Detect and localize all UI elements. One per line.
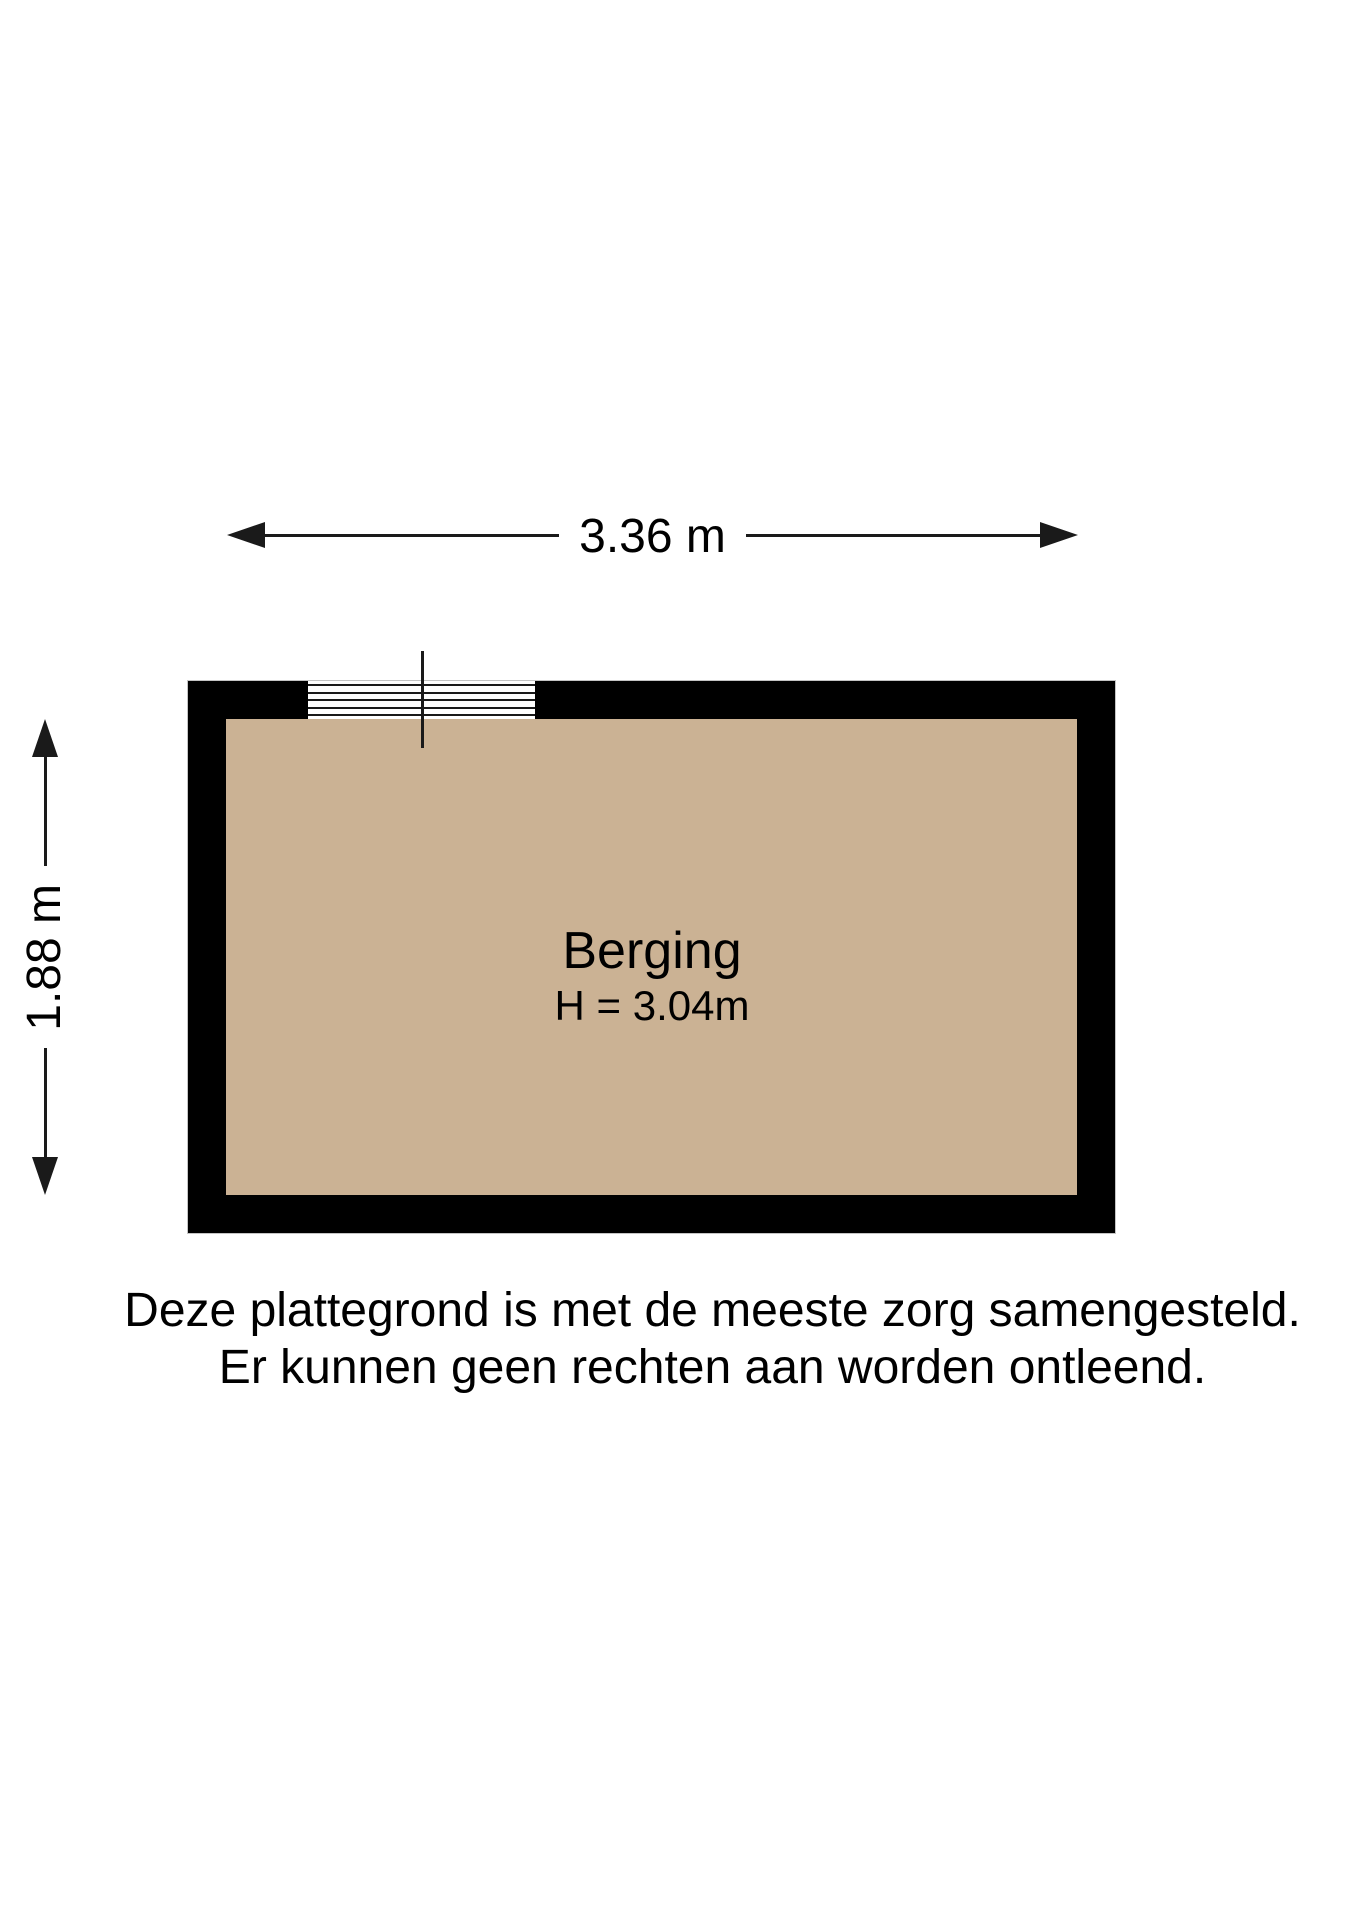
- dimension-arrow-left-icon: [227, 522, 265, 548]
- room-label-block: [226, 922, 1078, 1030]
- room-height-label: H = 3.04m: [554, 982, 750, 1029]
- room-name-label: Berging: [562, 922, 742, 980]
- dimension-arrow-right-icon: [1040, 522, 1078, 548]
- window-center-mark: [421, 651, 424, 748]
- height-dimension-label: 1.88 m: [18, 883, 71, 1031]
- dimension-arrow-down-icon: [32, 1157, 58, 1195]
- dimension-line: [44, 1048, 47, 1157]
- width-dimension-label: 3.36 m: [579, 510, 726, 563]
- disclaimer-line-2: Er kunnen geen rechten aan worden ontleend.: [218, 1341, 1207, 1394]
- width-dimension: [227, 510, 1078, 563]
- height-dimension: [18, 719, 71, 1195]
- dimension-line: [44, 757, 47, 866]
- dimension-arrow-up-icon: [32, 719, 58, 757]
- dimension-line: [265, 534, 559, 537]
- disclaimer: [85, 1282, 1340, 1396]
- disclaimer-line-1: Deze plattegrond is met de meeste zorg samengesteld.: [124, 1284, 1301, 1337]
- dimension-line: [746, 534, 1040, 537]
